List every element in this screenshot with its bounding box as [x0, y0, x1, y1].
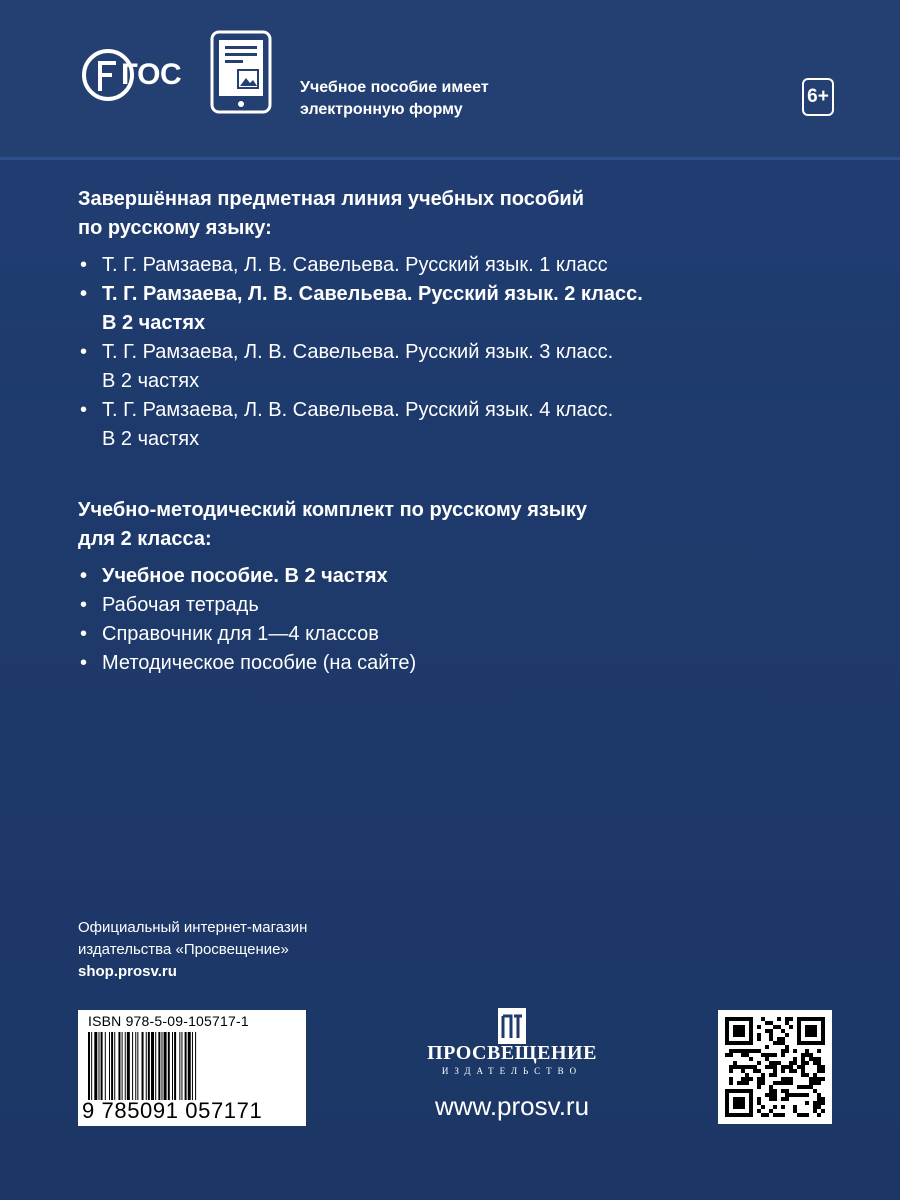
barcode-panel	[78, 1010, 306, 1126]
shop-line2: издательства «Просвещение»	[78, 941, 289, 958]
publisher-name: ПРОСВЕЩЕНИЕ	[427, 1042, 597, 1064]
age-rating-badge: 6+	[802, 78, 834, 116]
kit-title	[78, 496, 838, 554]
header-band	[0, 0, 900, 160]
list-item	[78, 396, 838, 454]
list-item	[78, 251, 838, 280]
shop-url-link[interactable]: shop.prosv.ru	[78, 963, 177, 980]
kit-title-line2: для 2 класса:	[78, 528, 212, 550]
tablet-icon	[210, 30, 272, 114]
eform-notice	[300, 77, 580, 121]
list-item-line: • Т. Г. Рамзаева, Л. В. Савельева. Русский язык. 1 класс	[102, 254, 608, 276]
barcode-digits: 9 785091 057171	[82, 1098, 263, 1123]
series-list	[78, 251, 838, 454]
barcode-icon	[88, 1032, 296, 1100]
list-item: • Справочник для 1—4 классов	[78, 620, 838, 649]
kit-list	[78, 562, 838, 678]
publisher-url-link[interactable]: www.prosv.ru	[434, 1091, 590, 1121]
eform-line1: Учебное пособие имеет	[300, 79, 489, 96]
list-item-line: • Т. Г. Рамзаева, Л. В. Савельева. Русский язык. 3 класс.	[102, 341, 614, 363]
series-section	[78, 185, 838, 454]
list-item-line: В 2 частях	[102, 370, 200, 392]
shop-info	[78, 917, 307, 983]
fgos-label: ГОС	[121, 58, 182, 91]
eform-line2: электронную форму	[300, 101, 463, 118]
qr-code-icon	[725, 1017, 825, 1117]
list-item-line: В 2 частях	[102, 428, 200, 450]
isbn-label: ISBN 978-5-09-105717-1	[88, 1013, 249, 1029]
list-item-line: • Т. Г. Рамзаева, Л. В. Савельева. Русский язык. 2 класс.	[102, 283, 643, 305]
list-item: • Методическое пособие (на сайте)	[78, 649, 838, 678]
series-title-line2: по русскому языку:	[78, 217, 272, 239]
qr-code-panel	[718, 1010, 832, 1124]
list-item	[78, 280, 838, 338]
list-item	[78, 338, 838, 396]
shop-line1: Официальный интернет-магазин	[78, 919, 308, 936]
list-item-line: В 2 частях	[102, 312, 206, 334]
publisher-subtitle: ИЗДАТЕЛЬСТВО	[441, 1066, 583, 1076]
list-item: • Учебное пособие. В 2 частях	[78, 562, 838, 591]
publisher-logo-icon	[498, 1008, 526, 1044]
kit-section	[78, 496, 838, 678]
series-title	[78, 185, 838, 243]
list-item: • Рабочая тетрадь	[78, 591, 838, 620]
series-title-line1: Завершённая предметная линия учебных пособий	[78, 188, 585, 210]
kit-title-line1: Учебно-методический комплект по русскому языку	[78, 499, 588, 521]
list-item-line: • Т. Г. Рамзаева, Л. В. Савельева. Русский язык. 4 класс.	[102, 399, 614, 421]
